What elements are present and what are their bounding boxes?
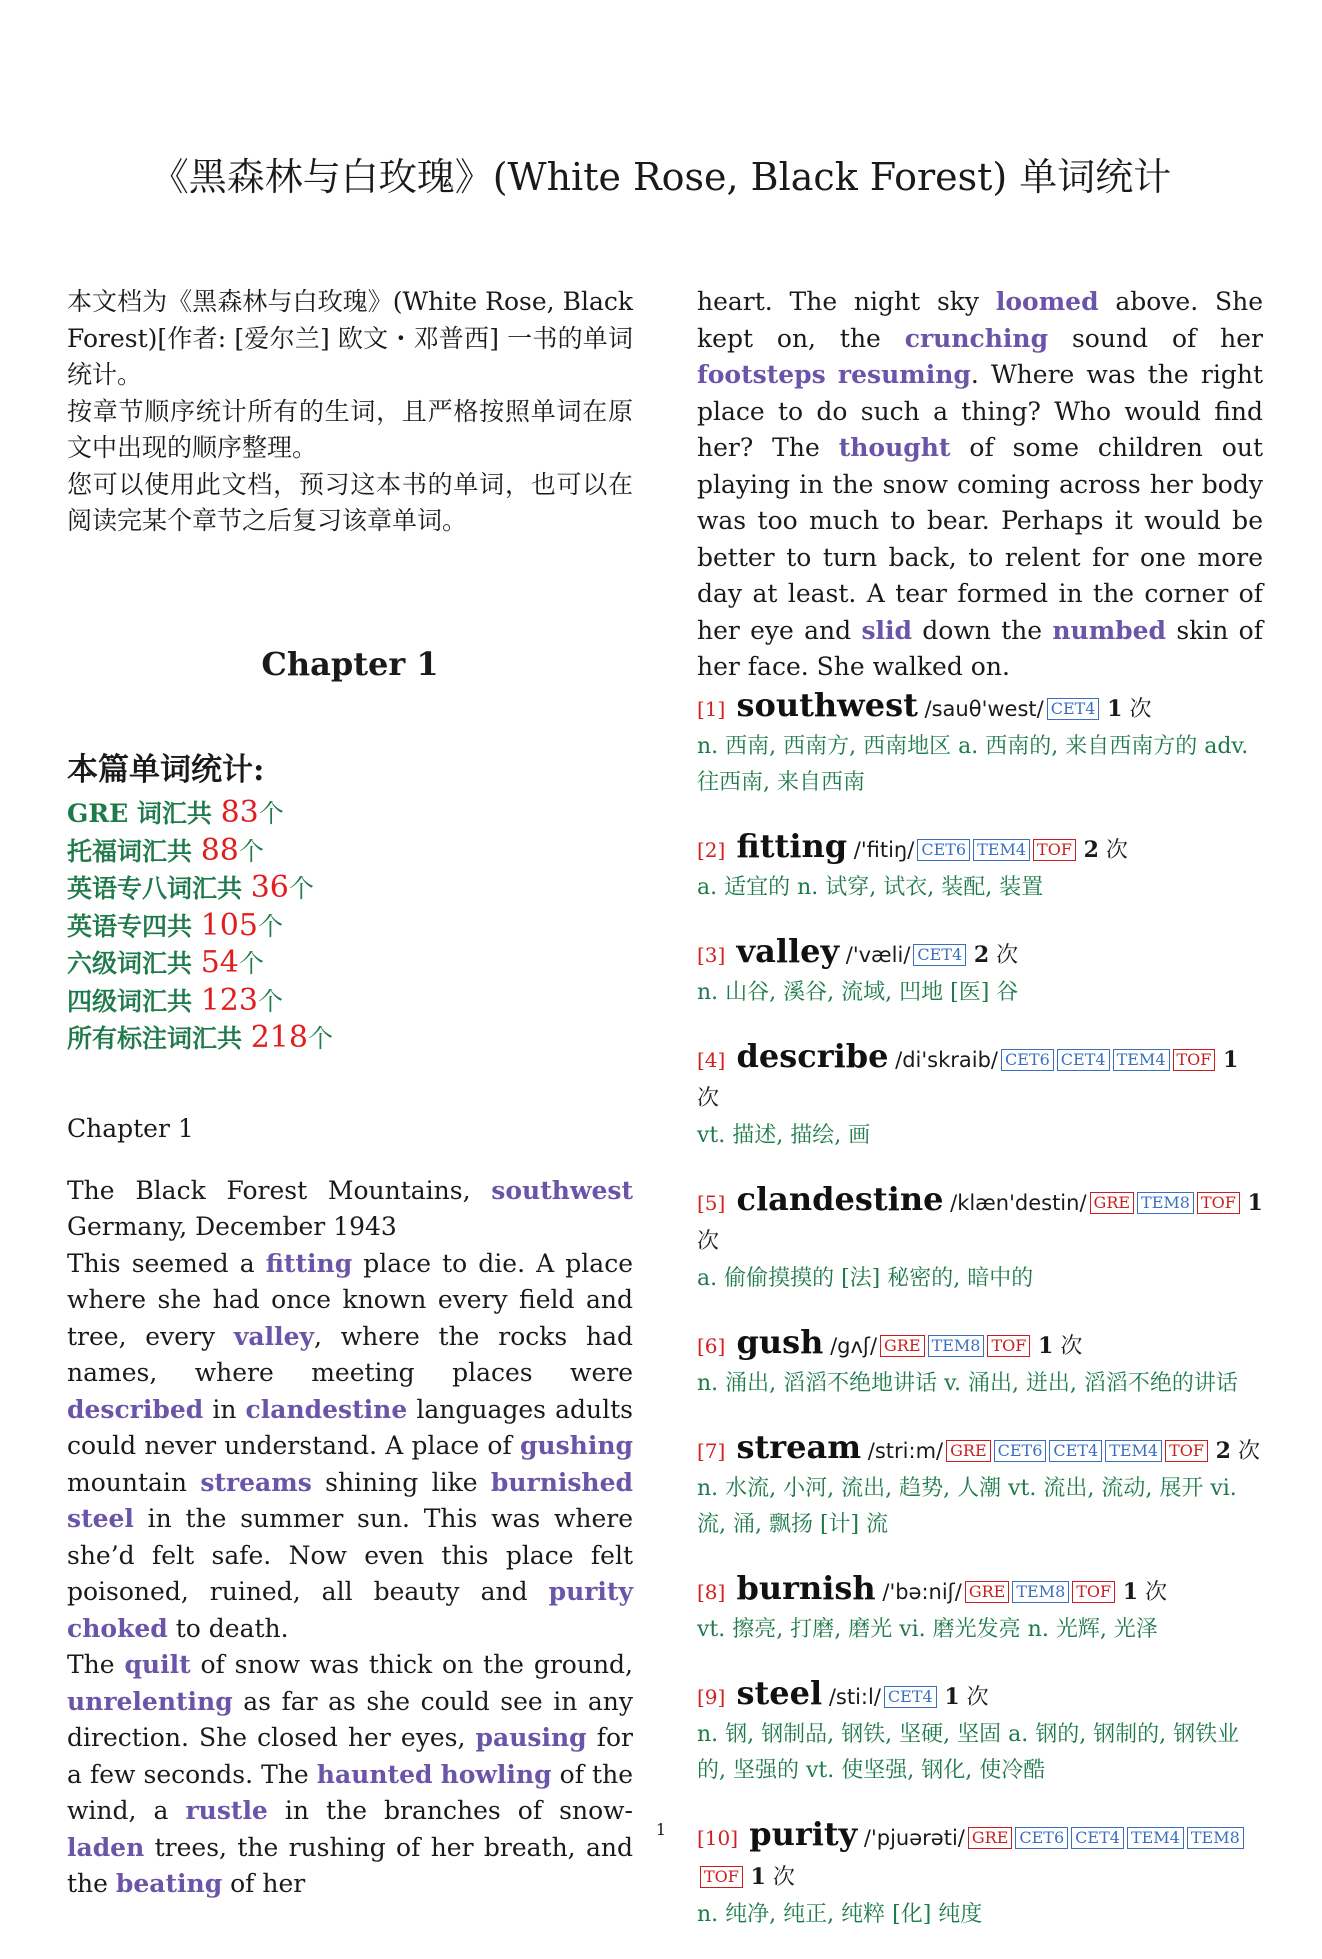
level-tag: CET4: [913, 944, 966, 966]
stat-row: [67, 795, 633, 833]
stat-row: [67, 870, 633, 908]
entry-word: steel: [725, 1673, 823, 1712]
entry-word: valley: [725, 931, 840, 970]
entry-count-num: 2: [966, 941, 990, 968]
stat-unit: 个: [307, 1024, 333, 1053]
level-tag: TEM4: [1113, 1049, 1170, 1071]
entry-phonetic: /klæn'destin/: [943, 1190, 1087, 1215]
vocab-entry: [697, 1674, 1263, 1789]
vocab-highlight: valley: [233, 1321, 315, 1351]
entry-word: fitting: [725, 826, 848, 865]
level-tag: CET4: [1057, 1049, 1110, 1071]
entry-definition: vt. 描述, 描绘, 画: [697, 1122, 871, 1148]
stat-count: 36: [250, 870, 289, 905]
vocab-entry: [697, 827, 1263, 906]
vocab-entry: [697, 1428, 1263, 1543]
level-tag: CET6: [917, 839, 970, 861]
level-tag: TOF: [1033, 839, 1076, 861]
entry-count: [743, 1865, 795, 1890]
level-tag: GRE: [1090, 1192, 1135, 1214]
passage-segment: skin of her face. She walked on.: [697, 615, 1263, 681]
passage-segment: [826, 360, 838, 389]
vocab-highlight: footsteps: [697, 360, 826, 389]
entry-definition: n. 山谷, 溪谷, 流域, 凹地 [医] 谷: [697, 979, 1019, 1005]
entry-index: [9]: [697, 1684, 726, 1709]
passage-segment: place to die. A place where she had once known every field and tree, every: [67, 1248, 633, 1351]
stat-row: [67, 833, 633, 871]
entry-phonetic: /'pjuərəti/: [857, 1825, 965, 1850]
passage-segment: of the wind, a: [67, 1759, 633, 1825]
passage-segment: of snow was thick on the ground,: [190, 1650, 633, 1679]
passage-text-continued: [697, 284, 1263, 686]
entry-count: [1099, 697, 1151, 722]
entry-count-unit: 次: [697, 1085, 720, 1111]
stat-label: 四级词汇共: [67, 986, 201, 1016]
passage-segment: sound of her: [1048, 323, 1263, 353]
stat-row: [67, 1020, 633, 1058]
right-column: [697, 284, 1263, 1959]
entry-definition: a. 偷偷摸摸的 [法] 秘密的, 暗中的: [697, 1265, 1034, 1291]
passage-text: [67, 1173, 633, 1903]
entry-count: [1208, 1439, 1260, 1464]
entry-index: [2]: [697, 837, 726, 862]
entry-index: [3]: [697, 942, 726, 967]
entry-word: stream: [725, 1427, 862, 1466]
entry-definition: n. 涌出, 滔滔不绝地讲话 v. 涌出, 迸出, 滔滔不绝的讲话: [697, 1370, 1238, 1396]
intro-paragraph: 您可以使用此文档，预习这本书的单词，也可以在阅读完某个章节之后复习该章单词。: [67, 469, 633, 535]
stat-count: 88: [200, 832, 239, 868]
vocab-entry: [697, 686, 1263, 801]
passage-chapter-label: Chapter 1: [67, 1114, 194, 1143]
vocab-highlight: pausing: [475, 1723, 587, 1752]
passage-segment: shining like: [311, 1467, 491, 1497]
entry-phonetic: /sti:l/: [822, 1684, 881, 1709]
vocab-highlight: choked: [67, 1613, 168, 1643]
stat-count: 105: [200, 907, 258, 943]
vocab-highlight: steel: [67, 1504, 134, 1533]
level-tag: TOF: [1165, 1440, 1208, 1462]
vocab-entry: [697, 932, 1263, 1011]
vocab-highlight: gushing: [519, 1431, 633, 1460]
vocab-highlight: streams: [200, 1467, 312, 1497]
vocab-highlight: laden: [67, 1832, 145, 1862]
level-tag: TOF: [987, 1335, 1030, 1357]
entry-head: [697, 1569, 1263, 1612]
vocab-highlight: numbed: [1052, 615, 1167, 645]
entry-count-num: 1: [1215, 1046, 1239, 1073]
level-tag: TEM8: [1012, 1581, 1069, 1603]
level-tag: GRE: [946, 1440, 991, 1462]
entry-word: burnish: [725, 1568, 876, 1607]
entry-phonetic: /di'skraib/: [888, 1047, 999, 1072]
level-tag: TEM4: [973, 839, 1030, 861]
entry-count-unit: 次: [959, 1684, 989, 1710]
vocab-highlight: beating: [115, 1869, 223, 1898]
entry-count-unit: 次: [989, 942, 1019, 968]
entry-count-num: 1: [1115, 1578, 1139, 1605]
stat-unit: 个: [257, 911, 283, 941]
stat-count: 54: [200, 945, 239, 980]
stat-row: [67, 908, 633, 946]
stat-label: 英语专四共: [67, 911, 201, 941]
entry-word: clandestine: [725, 1179, 944, 1218]
level-tag: CET6: [994, 1440, 1047, 1462]
entry-index: [1]: [697, 696, 726, 721]
entry-count-num: 1: [1030, 1332, 1054, 1359]
vocab-entry: [697, 1569, 1263, 1648]
level-tag: TEM8: [1137, 1192, 1194, 1214]
level-tag: TEM4: [1105, 1440, 1162, 1462]
entry-count-unit: 次: [1230, 1438, 1260, 1464]
entry-count-unit: 次: [1053, 1333, 1083, 1359]
stat-row: [67, 945, 633, 983]
stat-unit: 个: [238, 836, 264, 866]
entry-head: [697, 1037, 1263, 1118]
entry-phonetic: /sauθ'west/: [917, 696, 1044, 721]
entry-index: [5]: [697, 1190, 726, 1215]
entry-head: [697, 1180, 1263, 1261]
vocab-highlight: burnished: [490, 1467, 633, 1497]
entry-count-unit: 次: [697, 1228, 720, 1254]
passage-segment: to death.: [167, 1613, 289, 1643]
vocab-highlight: described: [67, 1394, 204, 1424]
chapter-heading: Chapter 1: [261, 645, 439, 683]
passage-segment: heart. The night sky: [697, 287, 996, 316]
vocab-highlight: fitting: [265, 1248, 353, 1278]
vocab-highlight: southwest: [491, 1175, 633, 1205]
entry-count-unit: 次: [1098, 837, 1128, 863]
level-tag: CET4: [1049, 1440, 1102, 1462]
entry-word: southwest: [725, 685, 918, 724]
passage-segment: for a few seconds. The: [67, 1723, 634, 1789]
stat-row: [67, 983, 633, 1021]
entry-definition: n. 西南, 西南方, 西南地区 a. 西南的, 来自西南方的 adv. 往西南, 来自西南: [697, 733, 1249, 795]
level-tag: GRE: [880, 1335, 925, 1357]
level-tag: CET4: [1071, 1827, 1124, 1849]
vocab-highlight: clandestine: [245, 1394, 408, 1424]
vocab-highlight: howling: [440, 1759, 552, 1789]
entry-index: [7]: [697, 1438, 726, 1463]
passage-segment: . Where was the right place to do such a thing? Who would find her? The: [697, 360, 1263, 462]
passage-segment: as far as she could see in any direction. She closed her eyes,: [67, 1686, 633, 1752]
level-tag: CET6: [1001, 1049, 1054, 1071]
entry-count-unit: 次: [1138, 1579, 1168, 1605]
passage-segment: [432, 1760, 440, 1789]
passage-segment: of some children out playing in the snow coming across her body was too much to bear. Perhaps it would be better to turn back, to relent for one more day at least. A tear formed in the corner of her eye and: [697, 433, 1264, 645]
entry-count-num: 2: [1208, 1437, 1231, 1464]
entry-index: [6]: [697, 1333, 726, 1358]
level-tag: GRE: [965, 1581, 1010, 1603]
entry-definition: n. 钢, 钢制品, 钢铁, 坚硬, 坚固 a. 钢的, 钢制的, 钢铁业的, 坚强的 vt. 使坚强, 钢化, 使冷酷: [697, 1721, 1240, 1783]
stat-count: 218: [250, 1020, 308, 1055]
entry-count-num: 1: [742, 1863, 766, 1890]
level-tag: TOF: [1197, 1192, 1240, 1214]
intro-paragraph: 按章节顺序统计所有的生词，且严格按照单词在原文中出现的顺序整理。: [67, 396, 633, 462]
passage-segment: trees, the rushing of her breath, and the: [67, 1832, 633, 1898]
stat-unit: 个: [238, 949, 264, 978]
entry-word: describe: [725, 1036, 889, 1075]
entry-head: [697, 686, 1263, 729]
entry-index: [8]: [697, 1579, 726, 1604]
vocab-highlight: thought: [838, 433, 951, 462]
passage-segment: The Black Forest Mountains,: [67, 1175, 492, 1205]
vocab-entry: [697, 1037, 1263, 1154]
entry-head: [697, 932, 1263, 975]
stat-label: GRE 词汇共: [67, 799, 221, 828]
stat-unit: 个: [258, 799, 284, 828]
stat-count: 83: [220, 795, 259, 830]
stat-label: 英语专八词汇共: [67, 874, 251, 903]
entry-index: [10]: [697, 1825, 739, 1850]
entry-count-num: 1: [1099, 695, 1123, 722]
entry-count: [1076, 838, 1128, 863]
entry-head: [697, 827, 1263, 870]
intro: [67, 284, 633, 540]
passage-left: [67, 1086, 633, 1928]
passage-segment: Germany, December 1943: [67, 1212, 397, 1241]
entry-word: purity: [738, 1814, 858, 1853]
entry-phonetic: /stri:m/: [861, 1438, 944, 1463]
entry-head: [697, 1323, 1263, 1366]
vocab-highlight: haunted: [316, 1759, 433, 1789]
vocab-entries: [697, 686, 1263, 1933]
entry-count-num: 1: [936, 1683, 960, 1710]
entry-word: gush: [725, 1322, 824, 1361]
stat-label: 托福词汇共: [67, 836, 201, 866]
vocab-highlight: loomed: [995, 287, 1099, 316]
passage-segment: above. She kept on, the: [697, 287, 1263, 353]
entry-count-num: 1: [1239, 1189, 1263, 1216]
entry-head: [697, 1674, 1263, 1717]
vocab-highlight: rustle: [185, 1796, 268, 1825]
entry-phonetic: /'bə:niʃ/: [875, 1579, 962, 1604]
entry-definition: n. 水流, 小河, 流出, 趋势, 人潮 vt. 流出, 流动, 展开 vi. 流, 涌, 飘扬 [计] 流: [697, 1475, 1237, 1537]
passage-segment: , where the rocks had names, where meeting places were: [67, 1321, 633, 1387]
stats-section: [67, 744, 633, 1058]
level-tag: GRE: [968, 1827, 1013, 1849]
level-tag: TOF: [700, 1866, 743, 1888]
stat-unit: 个: [257, 986, 283, 1016]
vocab-highlight: quilt: [124, 1650, 191, 1679]
entry-head: [697, 1428, 1263, 1471]
entry-count-num: 2: [1075, 836, 1099, 863]
passage-segment: languages adults could never understand. A place of: [67, 1394, 633, 1460]
passage-segment: in: [203, 1394, 246, 1424]
vocab-entry: [697, 1323, 1263, 1402]
passage-segment: in the summer sun. This was where she’d felt safe. Now even this place felt poisoned, ruined, all beauty and: [67, 1504, 633, 1606]
entry-index: [4]: [697, 1047, 726, 1072]
stats-list: [67, 795, 633, 1058]
passage-segment: of her: [222, 1869, 306, 1898]
stat-label: 六级词汇共: [67, 949, 201, 978]
level-tag: CET4: [884, 1686, 937, 1708]
level-tag: TEM4: [1127, 1827, 1184, 1849]
entry-phonetic: /'fitiŋ/: [847, 837, 915, 862]
level-tag: CET6: [1015, 1827, 1068, 1849]
level-tag: CET4: [1047, 698, 1100, 720]
page-title: 《黑森林与白玫瑰》(White Rose, Black Forest) 单词统计: [150, 155, 1172, 199]
passage-segment: mountain: [67, 1467, 201, 1497]
stat-label: 所有标注词汇共: [67, 1024, 251, 1053]
level-tag: TOF: [1173, 1049, 1216, 1071]
entry-count: [1030, 1334, 1082, 1359]
entry-count-unit: 次: [1122, 696, 1152, 722]
entry-count: [1115, 1580, 1167, 1605]
passage-segment: down the: [912, 615, 1053, 645]
level-tag: TEM8: [1187, 1827, 1244, 1849]
entry-count: [966, 943, 1018, 968]
entry-definition: n. 纯净, 纯正, 纯粹 [化] 纯度: [697, 1901, 983, 1927]
vocab-highlight: purity: [548, 1577, 633, 1606]
vocab-highlight: unrelenting: [67, 1686, 233, 1716]
vocab-highlight: resuming: [837, 360, 971, 389]
vocab-highlight: crunching: [904, 323, 1049, 353]
entry-definition: vt. 擦亮, 打磨, 磨光 vi. 磨光发亮 n. 光辉, 光泽: [697, 1616, 1158, 1642]
page-number: 1: [655, 1820, 667, 1839]
entry-phonetic: /'væli/: [839, 942, 911, 967]
stats-title: 本篇单词统计:: [67, 752, 265, 788]
entry-count: [937, 1685, 989, 1710]
vocab-highlight: slid: [861, 615, 912, 645]
entry-phonetic: /gʌʃ/: [823, 1333, 878, 1358]
level-tag: TOF: [1072, 1581, 1115, 1603]
entry-definition: a. 适宜的 n. 试穿, 试衣, 装配, 装置: [697, 874, 1044, 900]
passage-segment: in the branches of snow-: [267, 1796, 633, 1825]
level-tag: TEM8: [928, 1335, 985, 1357]
passage-segment: The: [67, 1650, 125, 1679]
stat-count: 123: [200, 982, 258, 1018]
intro-paragraph: 本文档为《黑森林与白玫瑰》(White Rose, Black Forest)[作者: [爱尔兰] 欧文・邓普西] 一书的单词统计。: [67, 287, 633, 389]
vocab-entry: [697, 1180, 1263, 1297]
stat-unit: 个: [288, 874, 314, 903]
passage-segment: This seemed a: [67, 1248, 266, 1278]
entry-count-unit: 次: [765, 1864, 795, 1890]
